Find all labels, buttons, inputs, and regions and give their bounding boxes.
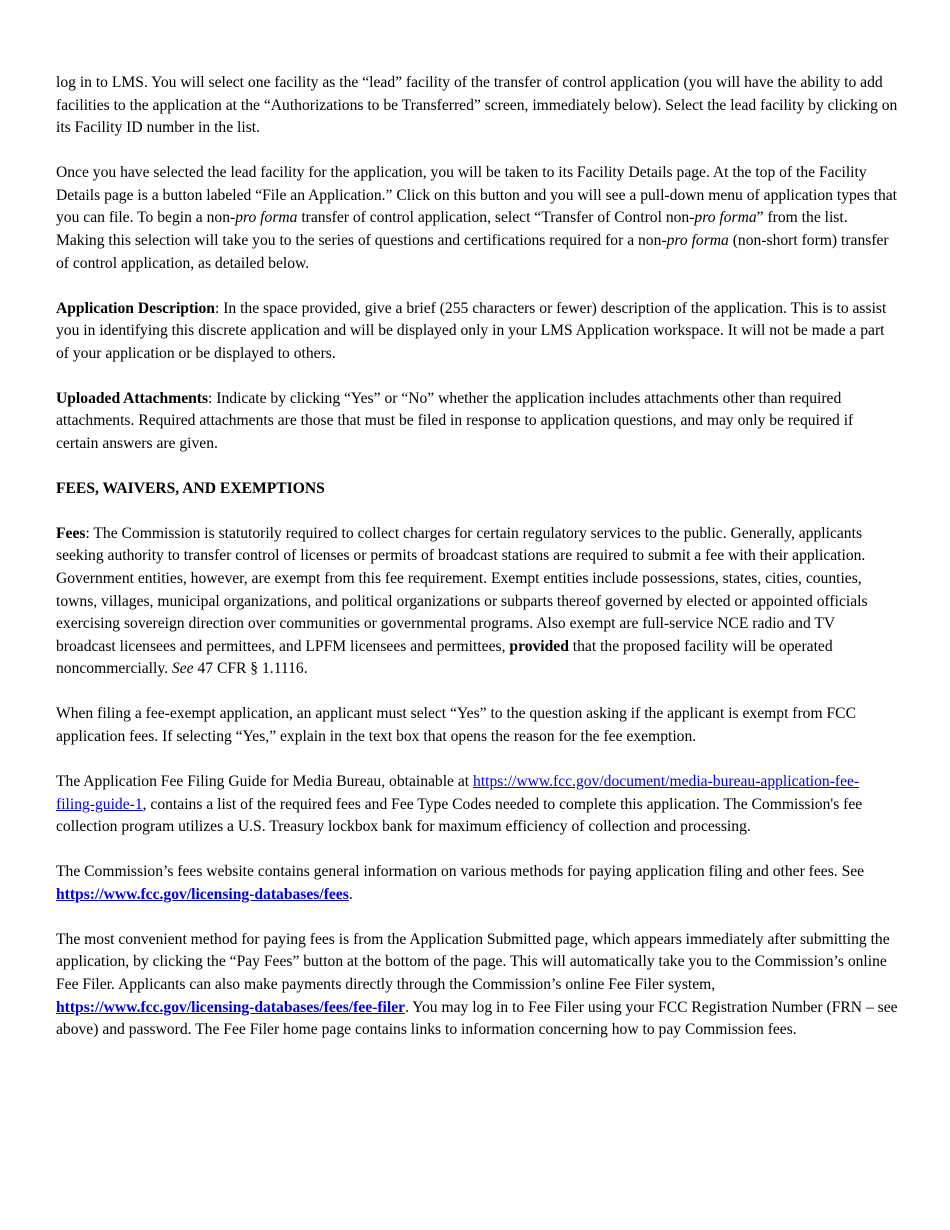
fees-italic-see: See xyxy=(171,660,194,678)
paragraph-facility-details xyxy=(56,162,898,275)
fees-bold-provided: provided xyxy=(509,637,569,655)
uploaded-attachments-text: : Indicate by clicking “Yes” or “No” whether the application includes attachments other than required attachments. Required attachments are those that must be filed in response to application questions, and may only be required if certain answers are given. xyxy=(56,389,854,452)
fees-website-link[interactable]: https://www.fcc.gov/licensing-databases/fees xyxy=(56,885,349,903)
paragraph-fee-filing-guide xyxy=(56,771,898,839)
italic-pro-forma-2: pro forma xyxy=(694,209,757,227)
fee-exempt-text: When filing a fee-exempt application, an applicant must select “Yes” to the question asking if the applicant is exempt from FCC application fees. If selecting “Yes,” explain in the text box that opens the reason for the fee exemption. xyxy=(56,705,856,745)
paragraph-fees xyxy=(56,523,898,681)
lead-facility-text: log in to LMS. You will select one facility as the “lead” facility of the transfer of control application (you will have the ability to add facilities to the application at the “Authorizations to be Transferred” screen, immediately below). Select the lead facility by clicking on its Facility ID number in the list. xyxy=(56,74,898,137)
paying-fees-text-2: . You may log in to Fee Filer using your FCC Registration Number (FRN – see above) and password. The Fee Filer home page contains links to information concerning how to pay Commission fees. xyxy=(56,998,898,1039)
facility-details-text-4: (non-short form) transfer of control application, as detailed below. xyxy=(56,231,889,272)
fee-filer-link[interactable]: https://www.fcc.gov/licensing-databases/fees/fee-filer xyxy=(56,998,406,1016)
fees-text-1: : The Commission is statutorily required to collect charges for certain regulatory services to the public. Generally, applicants seeking authority to transfer control of licenses or permits of broadcast stations are required to submit a fee with their application. Government entities, however, are exempt from this fee requirement. Exempt entities include possessions, states, cities, counties, towns, villages, municipal organizations, and political organizations or subparts thereof governed by elected or appointed officials exercising sovereign direction over communities or governmental programs. Also exempt are full-service NCE radio and TV broadcast licensees and permittees, and LPFM licensees and permittees, xyxy=(56,524,868,655)
application-description-label: Application Description xyxy=(56,299,215,317)
fee-guide-text-1: The Application Fee Filing Guide for Media Bureau, obtainable at xyxy=(56,772,474,790)
paragraph-fees-website xyxy=(56,861,898,906)
paragraph-uploaded-attachments xyxy=(56,388,898,456)
facility-details-text-1: Once you have selected the lead facility for the application, you will be taken to its Facility Details page. At the top of the Facility Details page is a button labeled “File an Application.” Click on this button and you will see a pull-down menu of application types that you can file. To begin a non- xyxy=(56,164,898,227)
section-heading-fees: FEES, WAIVERS, AND EXEMPTIONS xyxy=(56,479,325,497)
paying-fees-text-1: The most convenient method for paying fees is from the Application Submitted page, which appears immediately after submitting the application, by clicking the “Pay Fees” button at the bottom of the page. This will automatically take you to the Commission’s online Fee Filer. Applicants can also make payments directly through the Commission’s online Fee Filer system, xyxy=(56,930,890,993)
facility-details-text-3: ” from the list. Making this selection will take you to the series of questions and certifications required for a non- xyxy=(56,209,848,249)
paragraph-lead-facility xyxy=(56,72,898,140)
paragraph-fee-exempt xyxy=(56,703,898,748)
document-page xyxy=(56,72,898,1064)
fees-website-text-1: The Commission’s fees website contains general information on various methods for paying application filing and other fees. See xyxy=(56,863,865,881)
fees-text-3: 47 CFR § 1.1116. xyxy=(193,660,308,678)
italic-pro-forma-3: pro forma xyxy=(666,231,729,249)
fees-text-2: that the proposed facility will be operated noncommercially. xyxy=(56,637,833,678)
paragraph-paying-fees xyxy=(56,929,898,1042)
fees-website-text-2: . xyxy=(348,885,353,903)
facility-details-text-2: transfer of control application, select “Transfer of Control non- xyxy=(297,209,695,227)
fee-filing-guide-link[interactable]: https://www.fcc.gov/document/media-bureau-application-fee-filing-guide-1 xyxy=(56,772,860,813)
uploaded-attachments-label: Uploaded Attachments xyxy=(56,389,209,407)
italic-pro-forma-1: pro forma xyxy=(235,209,298,227)
application-description-text: : In the space provided, give a brief (255 characters or fewer) description of the application. This is to assist you in identifying this discrete application and will be displayed only in your LMS Application workspace. It will not be made a part of your application or be displayed to others. xyxy=(56,299,887,362)
paragraph-application-description xyxy=(56,298,898,366)
fee-guide-text-2: , contains a list of the required fees and Fee Type Codes needed to complete this application. The Commission's fee collection program utilizes a U.S. Treasury lockbox bank for maximum efficiency of collection and processing. xyxy=(56,795,863,836)
fees-label: Fees xyxy=(56,524,86,542)
